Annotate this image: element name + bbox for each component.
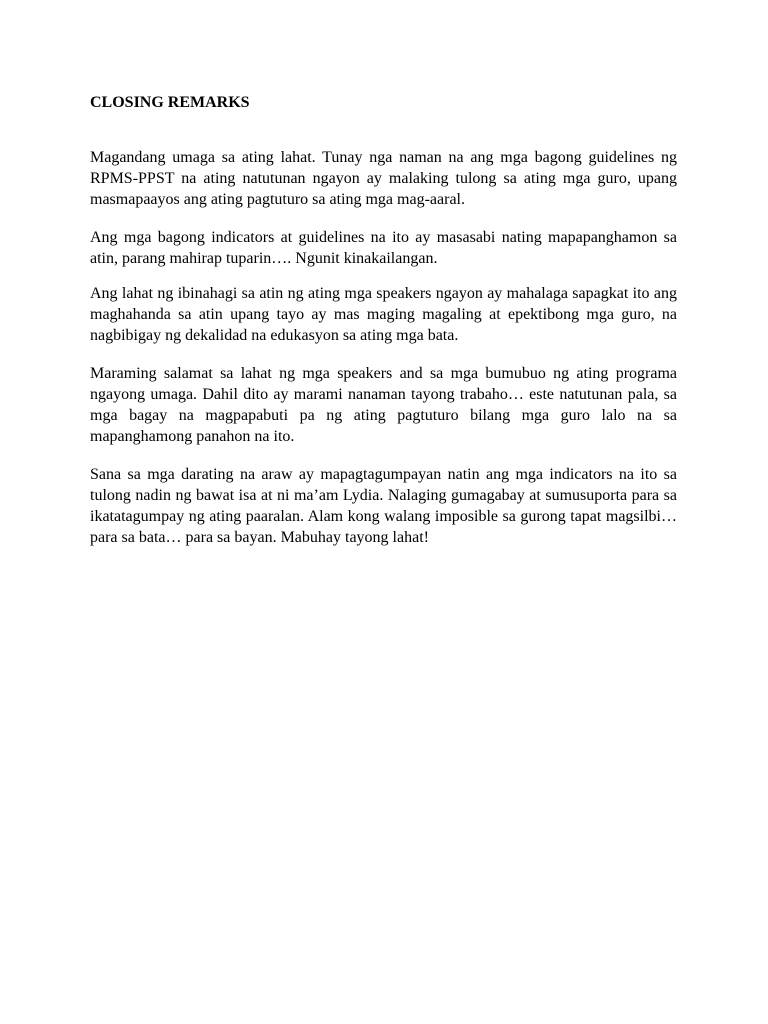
paragraph-5: Sana sa mga darating na araw ay mapagtagumpayan natin ang mga indicators na ito sa tulong nadin ng bawat isa at ni ma’am Lydia. Nalaging gumagabay at sumusuporta para sa ikatatagumpay ng ating paaralan. Alam kong walang imposible sa gurong tapat magsilbi… para sa bata… para sa bayan. Mabuhay tayong lahat! bbox=[90, 466, 677, 546]
document-title: CLOSING REMARKS bbox=[90, 94, 250, 111]
paragraph-1: Magandang umaga sa ating lahat. Tunay nga naman na ang mga bagong guidelines ng RPMS-PPST na ating natutunan ngayon ay malaking tulong sa ating mga guro, upang masmapaayos ang ating pagtuturo sa ating mga mag-aaral. bbox=[90, 149, 677, 208]
paragraph-3: Ang lahat ng ibinahagi sa atin ng ating mga speakers ngayon ay mahalaga sapagkat ito ang maghahanda sa atin upang tayo ay mas maging magaling at epektibong mga guro, na nagbibigay ng dekalidad na edukasyon sa ating mga bata. bbox=[90, 285, 677, 344]
paragraph-4: Maraming salamat sa lahat ng mga speakers and sa mga bumubuo ng ating programa ngayong umaga. Dahil dito ay marami nanaman tayong trabaho… este natutunan pala, sa mga bagay na magpapabuti pa ng ating pagtuturo bilang mga guro lalo na sa mapanghamong panahon na ito. bbox=[90, 365, 677, 445]
paragraph-2: Ang mga bagong indicators at guidelines na ito ay masasabi nating mapapanghamon sa atin, parang mahirap tuparin…. Ngunit kinakailangan. bbox=[90, 229, 677, 267]
document-body bbox=[90, 93, 677, 565]
